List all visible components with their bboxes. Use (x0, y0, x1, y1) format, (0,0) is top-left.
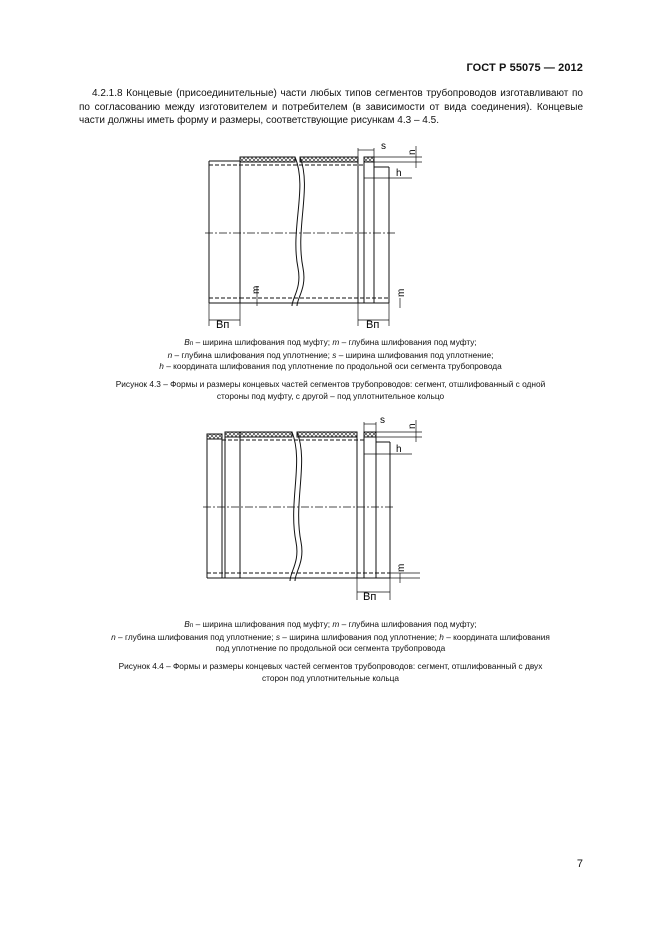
caption-line-1: Рисунок 4.3 – Формы и размеры концевых частей сегментов трубопроводов: сегмент, отшлифованный с одной (115, 379, 546, 389)
document-code-header: ГОСТ Р 55075 — 2012 (466, 62, 583, 74)
pipe-outline (205, 146, 422, 326)
label-h: h (396, 168, 402, 179)
label-bn-right: Bп (366, 319, 380, 330)
legend-line-3: h – координата шлифования под уплотнение по продольной оси сегмента трубопровода (159, 361, 502, 371)
label-s: s (381, 141, 386, 152)
figure-4-3-legend (40, 337, 621, 373)
label-s: s (380, 415, 385, 426)
figure-4-3-caption (60, 379, 601, 402)
caption-line-1: Рисунок 4.4 – Формы и размеры концевых частей сегментов трубопроводов: сегмент, отшлифованный с двух (118, 661, 543, 671)
figure-4-4-caption (60, 661, 601, 684)
figure-4-4-legend (40, 619, 621, 655)
label-m: m (251, 285, 262, 294)
label-m: m (396, 563, 407, 572)
legend-line-3: под уплотнение по продольной оси сегмента трубопровода (215, 643, 446, 653)
legend-line-2: n – глубина шлифования под уплотнение; s – ширина шлифования под уплотнение; h – координата шлифования (111, 631, 550, 642)
legend-line-1: Bп – ширина шлифования под муфту; m – глубина шлифования под муфту; (184, 337, 477, 347)
paragraph-text: 4.2.1.8 Концевые (присоединительные) части любых типов сегментов трубопроводов изготавливают по по согласованию между изготовителем и потребителем (в зависимости от вида соединения). Концевые части должны иметь форму и размеры, соответствующие рисункам 4.3 – 4.5. (79, 88, 583, 126)
caption-line-2: сторон под уплотнительные кольца (261, 672, 400, 683)
figure-4-4-drawing (200, 412, 430, 604)
label-h: h (396, 444, 402, 455)
legend-line-2: n – глубина шлифования под уплотнение; s – ширина шлифования под уплотнение; (167, 349, 494, 360)
label-bn-left: Bп (216, 319, 230, 330)
label-n: n (407, 423, 418, 429)
paragraph-4-2-1-8 (79, 87, 583, 128)
page-number: 7 (576, 858, 583, 870)
label-n: n (407, 149, 418, 155)
legend-line-1: Bп – ширина шлифования под муфту; m – глубина шлифования под муфту; (184, 619, 477, 629)
label-bn: Bп (363, 591, 377, 603)
label-m-right: m (396, 288, 407, 297)
figure-4-3-drawing (200, 138, 430, 330)
pipe-outline (203, 420, 422, 600)
caption-line-2: стороны под муфту, с другой – под уплотнительное кольцо (216, 390, 445, 401)
